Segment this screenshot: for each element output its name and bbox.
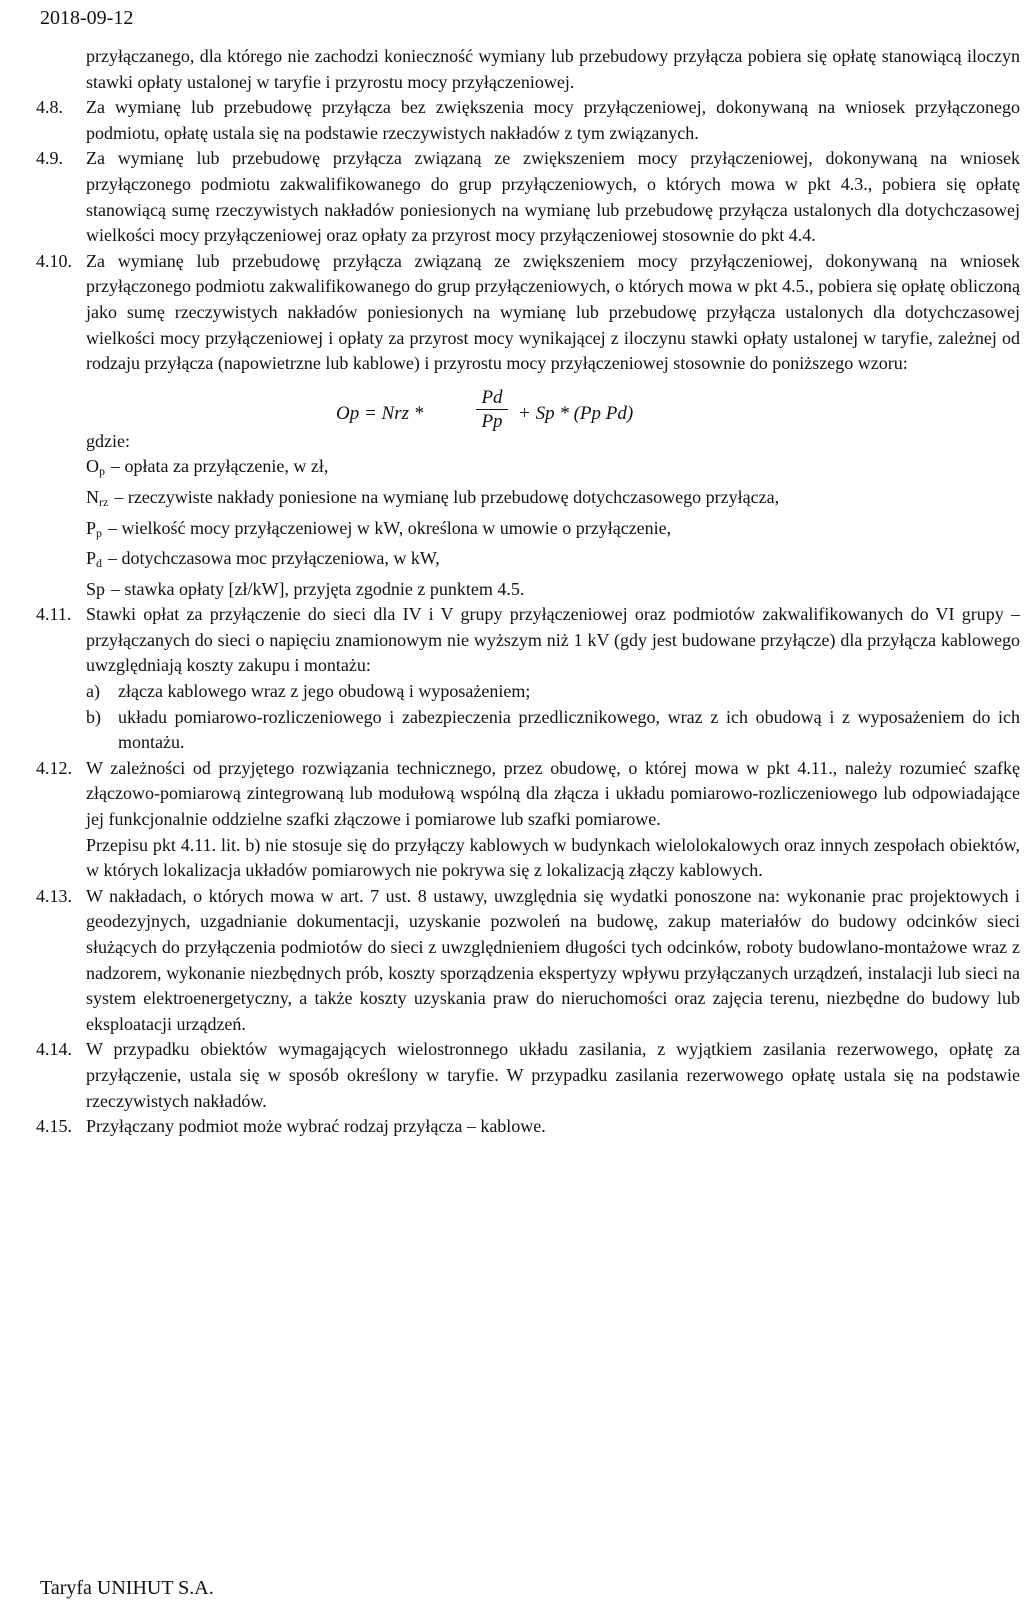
paragraph-4-9: [36, 146, 1020, 248]
paragraph-4-12-note: Przepisu pkt 4.11. lit. b) nie stosuje się do przyłączy kablowych w budynkach wielolokalowych oraz innych zespołach obiektów, w których lokalizacja układów pomiarowych nie pokrywa się z lokalizacją złączy kablowych.: [86, 834, 1020, 881]
paragraph-number: 4.12.: [36, 757, 72, 778]
paragraph-number: 4.13.: [36, 885, 72, 906]
list-item-text: złącza kablowego wraz z jego obudową i wyposażeniem;: [118, 681, 531, 702]
page-date: 2018-09-12: [40, 7, 134, 29]
paragraph-4-15: [36, 1114, 1020, 1140]
paragraph-text: W zależności od przyjętego rozwiązania technicznego, przez obudowę, o której mowa w pkt 4.11., należy rozumieć szafkę złączowo-pomiarową zintegrowaną lub modułową wspólną dla złącza i układu pomiarowo-rozliczeniowego lub odpowiadające jej funkcjonalnie oddzielne szafki złączowe i pomiarowe lub szafki pomiarowe.: [86, 757, 1020, 830]
definition-text: – rzeczywiste nakłady poniesione na wymianę lub przebudowę dotychczasowego przyłącza,: [114, 486, 780, 507]
paragraph-text: Stawki opłat za przyłączenie do sieci dla IV i V grupy przyłączeniowej oraz podmiotów zakwalifikowanych do VI grupy – przyłączanych do sieci o napięciu znamionowym nie wyższym niż 1 kV (gdy jest budowane przyłącze) dla przyłącza kablowego uwzględniają koszty zakupu i montażu:: [86, 604, 1020, 676]
paragraph-text: W przypadku obiektów wymagających wielostronnego układu zasilania, z wyjątkiem zasilania rezerwowego, opłatę za przyłączenie, ustala się w sposób określony w taryfie. W przypadku zasilania rezerwowego opłatę ustala się na podstawie rzeczywistych nakładów.: [86, 1039, 1020, 1111]
list-item-text: układu pomiarowo-rozliczeniowego i zabezpieczenia przedlicznikowego, wraz z ich obudową i z wyposażeniem do ich montażu.: [118, 706, 1020, 753]
paragraph-4-12: [36, 756, 1020, 833]
definition-symbol: $N_{rz}$: [86, 486, 109, 509]
paragraph-4-8: [36, 95, 1020, 146]
list-item-a: [36, 679, 1020, 705]
paragraph-4-14: [36, 1037, 1020, 1114]
paragraph-text: Przyłączany podmiot może wybrać rodzaj przyłącza – kablowe.: [86, 1116, 546, 1137]
paragraph-text: Za wymianę lub przebudowę przyłącza związaną ze zwiększeniem mocy przyłączeniowej, dokonywaną na wniosek przyłączonego podmiotu zakwalifikowanego do grup przyłączeniowych, o których mowa w pkt 4.3., pobiera się opłatę stanowiącą sumę rzeczywistych nakładów poniesionych na wymianę lub przebudowę przyłącza ustalonych dla dotychczasowej wielkości mocy przyłączeniowej oraz opłaty za przyrost mocy przyłączeniowej stosownie do pkt 4.4.: [86, 148, 1020, 246]
definition-nrz: [36, 485, 1020, 516]
formula-numerator: Pd: [476, 387, 508, 410]
page-footer: Taryfa UNIHUT S.A.: [40, 1577, 214, 1599]
definition-pp: [36, 516, 1020, 547]
definition-symbol: Sp: [86, 578, 106, 599]
paragraph-number: 4.14.: [36, 1039, 72, 1060]
paragraph-4-13: [36, 884, 1020, 1038]
definition-text: – opłata za przyłączenie, w zł,: [111, 456, 329, 477]
list-marker: a): [86, 681, 100, 702]
intro-paragraph: przyłączanego, dla którego nie zachodzi konieczność wymiany lub przebudowy przyłącza pobiera się opłatę stanowiącą iloczyn stawki opłaty ustalonej w taryfie i przyrostu mocy przyłączeniowej.: [86, 46, 1020, 92]
paragraph-text: Za wymianę lub przebudowę przyłącza związaną ze zwiększeniem mocy przyłączeniowej, dokonywaną na wniosek przyłączonego podmiotu zakwalifikowanego do grup przyłączeniowych, o których mowa w pkt 4.5., pobiera się opłatę obliczoną jako sumę rzeczywistych nakładów poniesionych na wymianę lub przebudowę przyłącza ustalonych dla dotychczasowej wielkości mocy przyłączeniowej i opłaty za przyrost mocy wynikającej z iloczynu stawki opłaty ustalonej w taryfie, zależnej od rodzaju przyłącza (napowietrzne lub kablowe) i przyrostu mocy przyłączeniowej stosownie do poniższego wzoru:: [86, 250, 1020, 374]
definition-pd: [36, 546, 1020, 577]
definition-symbol: $P_p$: [86, 517, 103, 540]
paragraph-text: Za wymianę lub przebudowę przyłącza bez zwiększenia mocy przyłączeniowej, dokonywaną na wniosek przyłączonego podmiotu, opłatę ustala się na podstawie rzeczywistych nakładów z tym związanych.: [86, 97, 1020, 143]
definition-symbol: $P_d$: [86, 548, 103, 571]
list-marker: b): [86, 706, 101, 727]
paragraph-number: 4.8.: [36, 97, 63, 118]
paragraph-4-11: [36, 602, 1020, 679]
formula-denominator: Pp: [481, 410, 503, 432]
paragraph-number: 4.11.: [36, 604, 72, 625]
paragraph-text: W nakładach, o których mowa w art. 7 ust. 8 ustawy, uwzględnia się wydatki ponoszone na: wykonanie prac projektowych i geodezyjnych, uzgadnianie dokumentacji, uzyskanie pozwoleń na budowę, zakup materiałów do budowy odcinków sieci służących do przyłączenia podmiotów do sieci z uwzględnieniem długości tych odcinków, roboty budowlano-montażowe wraz z nadzorem, wykonanie niezbędnych prób, koszty sporządzenia ekspertyzy wpływu przyłączanych urządzeń, instalacji lub sieci na system elektroenergetyczny, a także koszty uzyskania praw do nieruchomości oraz zajęcia terenu, niezbędne do budowy lub eksploatacji urządzeń.: [86, 885, 1020, 1034]
definition-sp: [36, 577, 1020, 603]
fee-formula: [36, 387, 1020, 447]
paragraph-number: 4.10.: [36, 250, 72, 271]
list-item-b: [36, 705, 1020, 756]
definition-op: [36, 454, 1020, 485]
definition-text: – dotychczasowa moc przyłączeniowa, w kW,: [108, 548, 440, 569]
formula-rhs: + Sp * (Pp Pd): [518, 402, 634, 424]
paragraph-number: 4.9.: [36, 148, 63, 169]
definition-text: – stawka opłaty [zł/kW], przyjęta zgodnie z punktem 4.5.: [111, 578, 525, 599]
paragraph-4-10: [36, 249, 1020, 377]
where-label: gdzie:: [86, 430, 130, 451]
formula-lhs: Op = Nrz *: [336, 402, 424, 424]
formula-fraction: [476, 387, 508, 434]
document-body: [36, 44, 1020, 1140]
definition-symbol: $O_p$: [86, 456, 105, 479]
definition-text: – wielkość mocy przyłączeniowej w kW, określona w umowie o przyłączenie,: [108, 517, 672, 538]
paragraph-number: 4.15.: [36, 1116, 72, 1137]
